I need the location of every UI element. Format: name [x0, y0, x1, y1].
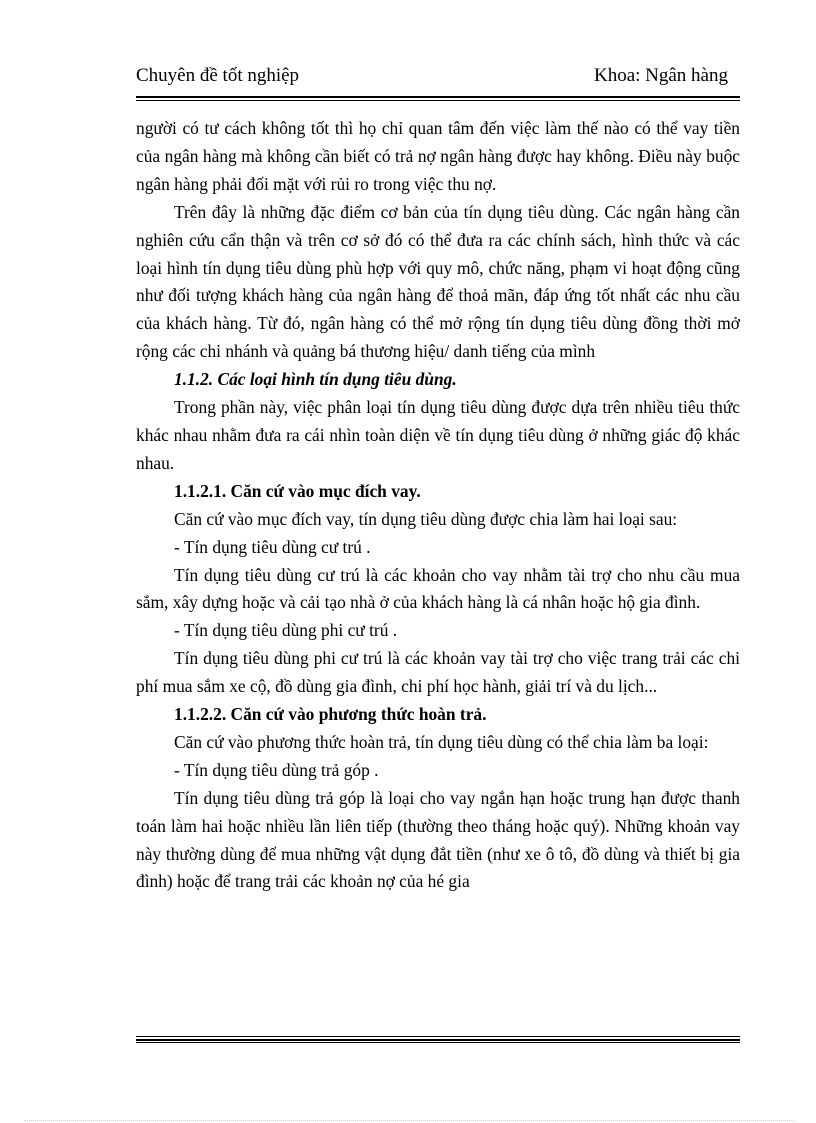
section-heading-1-1-2: 1.1.2. Các loại hình tín dụng tiêu dùng. [174, 369, 457, 390]
footer-rule [136, 1036, 740, 1043]
header-department: Khoa: Ngân hàng [593, 65, 728, 86]
footer-rule-bottom [136, 1042, 740, 1043]
footer-rule-middle [136, 1039, 740, 1041]
header-rule-thin [136, 100, 740, 101]
paragraph-intro: Trong phần này, việc phân loại tín dụng tiêu dùng được dựa trên nhiều tiêu thức khác nhau nhằm đưa ra cái nhìn toàn diện về tín dụng tiêu dùng ở những giác độ khác nhau. [136, 397, 740, 473]
list-item-installment: - Tín dụng tiêu dùng trả góp . [174, 759, 379, 780]
footer-rule-top [136, 1036, 740, 1037]
header-title: Chuyên đề tốt nghiệp [136, 65, 300, 86]
header-rule-thick [136, 96, 740, 98]
paragraph-continuation: người có tư cách không tốt thì họ chỉ quan tâm đến việc làm thế nào có thể vay tiền của ngân hàng mà không cần biết có trả nợ ngân hàng được hay không. Điều này buộc ngân hàng phải đối mặt với rủi ro trong việc thu nợ. [136, 118, 740, 194]
paragraph-purpose: Căn cứ vào mục đích vay, tín dụng tiêu dùng được chia làm hai loại sau: [174, 508, 678, 529]
paragraph-residential: Tín dụng tiêu dùng cư trú là các khoản cho vay nhằm tài trợ cho nhu cầu mua sắm, xây dựng hoặc và cải tạo nhà ở của khách hàng là cá nhân hoặc hộ gia đình. [136, 564, 740, 613]
document-body [136, 115, 740, 896]
section-heading-1-1-2-1: 1.1.2.1. Căn cứ vào mục đích vay. [174, 480, 421, 501]
paragraph-summary: Trên đây là những đặc điểm cơ bản của tín dụng tiêu dùng. Các ngân hàng cần nghiên cứu cẩn thận và trên cơ sở đó có thể đưa ra các chính sách, hình thức và các loại hình tín dụng tiêu dùng phù hợp với quy mô, chức năng, phạm vi hoạt động cũng như đối tượng khách hàng của ngân hàng để thoả mãn, đáp ứng tốt nhất các nhu cầu của khách hàng. Từ đó, ngân hàng có thể mở rộng tín dụng tiêu dùng đồng thời mở rộng các chi nhánh và quảng bá thương hiệu/ danh tiếng của mình [136, 201, 740, 362]
paragraph-repayment: Căn cứ vào phương thức hoàn trả, tín dụng tiêu dùng có thể chia làm ba loại: [174, 731, 709, 752]
section-heading-1-1-2-2: 1.1.2.2. Căn cứ vào phương thức hoàn trả. [174, 704, 487, 725]
paragraph-non-residential: Tín dụng tiêu dùng phi cư trú là các khoản vay tài trợ cho việc trang trải các chi phí mua sắm xe cộ, đồ dùng gia đình, chi phí học hành, giải trí và du lịch... [136, 648, 740, 697]
page-header [136, 63, 740, 97]
paragraph-installment: Tín dụng tiêu dùng trả góp là loại cho vay ngắn hạn hoặc trung hạn được thanh toán làm hai hoặc nhiều lần liên tiếp (thường theo tháng hoặc quý). Những khoản vay này thường dùng để mua những vật dụng đắt tiền (như xe ô tô, đồ dùng và thiết bị gia đình) hoặc để trang trải các khoản nợ của hé gia [136, 787, 740, 892]
list-item-residential: - Tín dụng tiêu dùng cư trú . [174, 536, 371, 557]
header-rule [136, 96, 740, 101]
page-edge [24, 1120, 794, 1121]
list-item-non-residential: - Tín dụng tiêu dùng phi cư trú . [174, 620, 398, 641]
